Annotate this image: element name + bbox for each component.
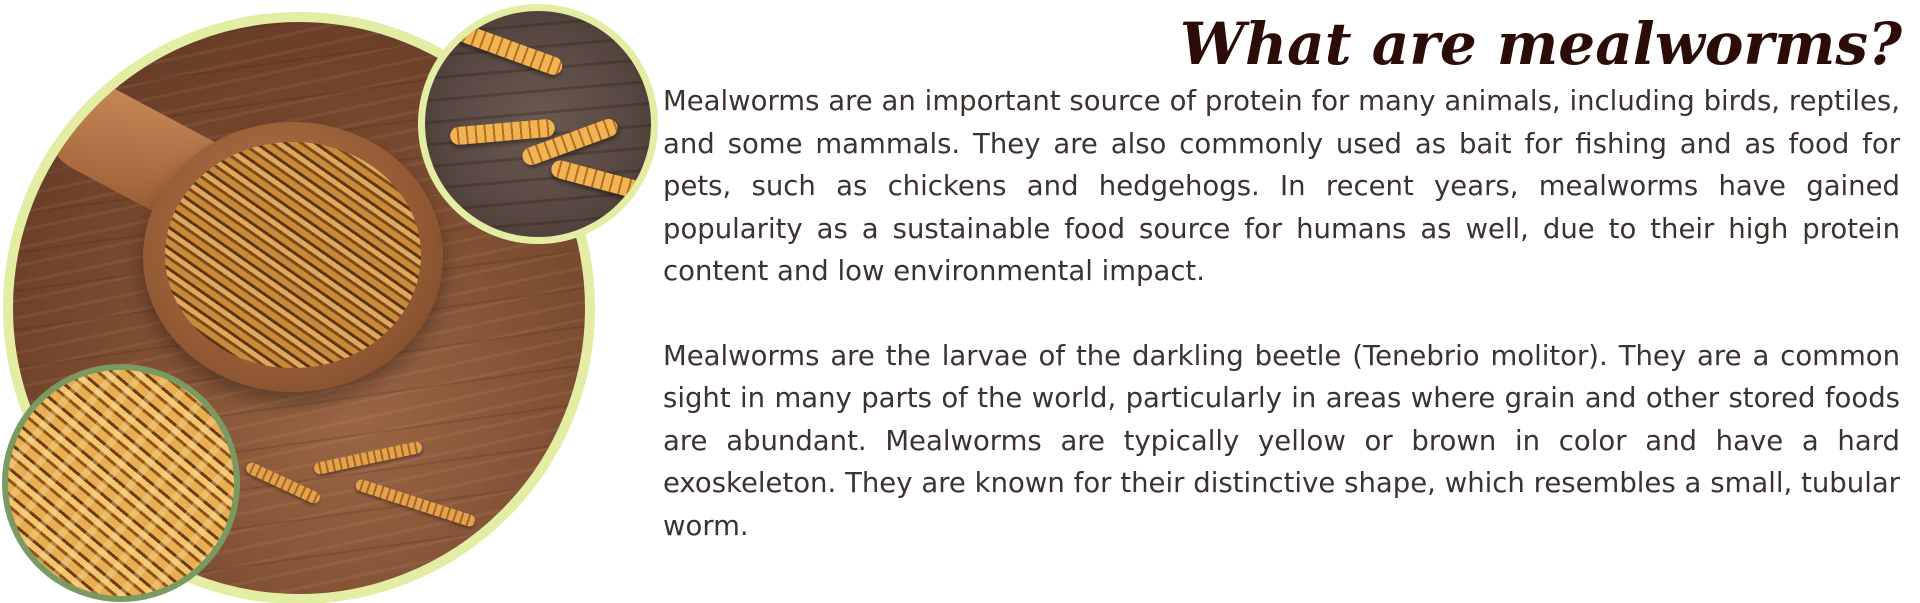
mealworm-pile-photo [2,364,240,602]
live-mealworm [455,23,565,78]
live-mealworms-photo [418,4,658,244]
dried-mealworms-in-spoon [165,142,421,368]
photo-collage [0,0,660,603]
loose-mealworm [244,461,322,506]
paragraph-biology: Mealworms are the larvae of the darkling beetle (Tenebrio molitor). They are a common sight in many parts of the world, particularly in areas where grain and other stored foods are abundant. Mealworms are typically yellow or brown in color and have a hard exoskeleton. They are known for their distinctive shape, which resembles a small, tubular worm. [663,339,1900,542]
loose-mealworm [354,478,477,528]
loose-mealworm [313,441,423,476]
live-mealworm [549,158,650,201]
paragraph-uses: Mealworms are an important source of protein for many animals, including birds, reptiles, and some mammals. They are also commonly used as bait for fishing and as food for pets, such as chickens and hedgehogs. In recent years, mealworms have gained popularity as a sustainable food source for humans as well, due to their high protein content and low environmental impact. [663,85,1900,287]
live-mealworm [449,118,555,145]
page-title: What are mealworms? [1179,10,1902,78]
description-text [663,80,1900,589]
mealworm-pile-texture [8,370,234,596]
